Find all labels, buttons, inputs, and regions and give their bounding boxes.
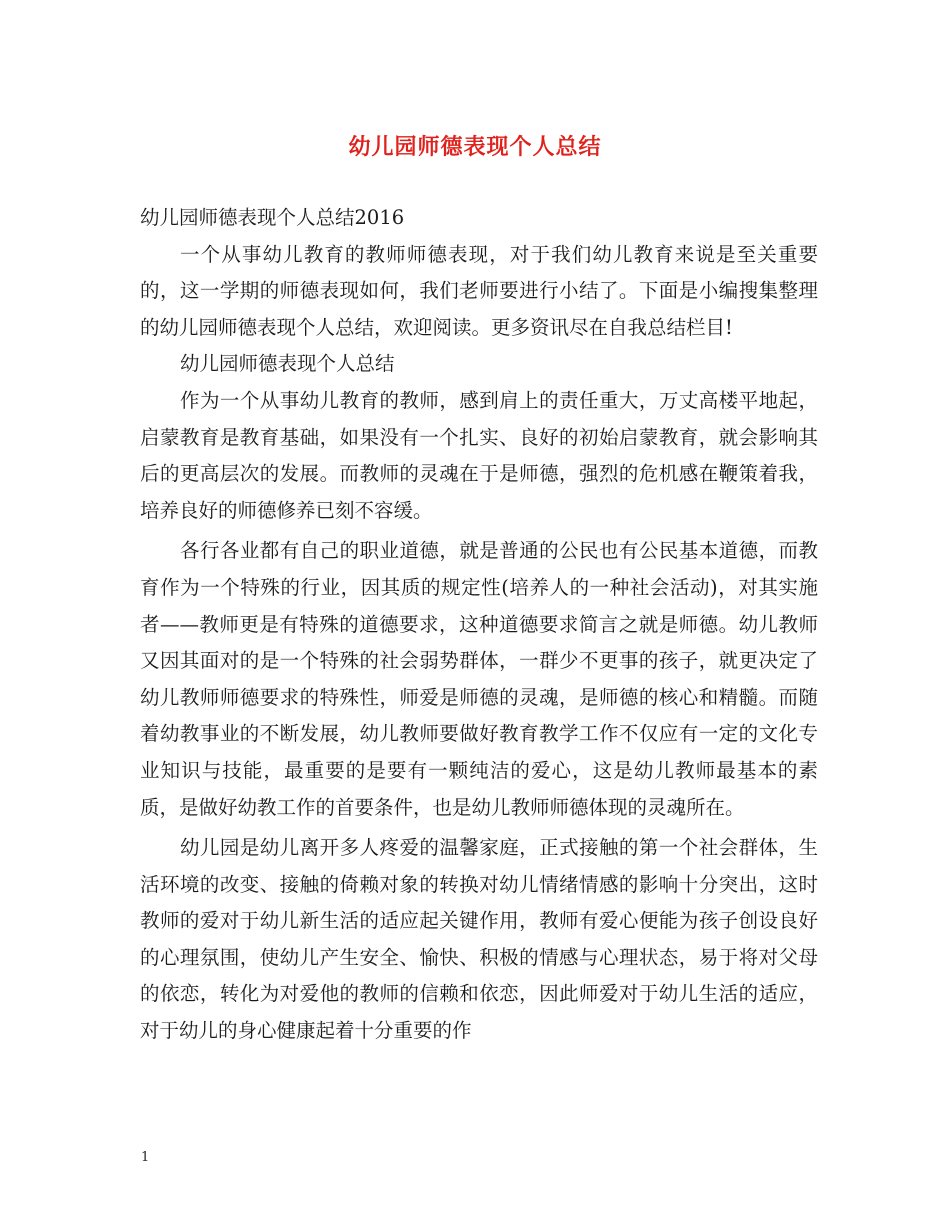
document-subtitle: 幼儿园师德表现个人总结2016 <box>140 206 405 229</box>
document-title: 幼儿园师德表现个人总结 <box>348 134 602 160</box>
paragraph-intro: 一个从事幼儿教育的教师师德表现，对于我们幼儿教育来说是至关重要的，这一学期的师德表现如何，我们老师要进行小结了。下面是小编搜集整理的幼儿园师德表现个人总结，欢迎阅读。更多资讯尽在自我总结栏目! <box>140 242 818 339</box>
document-body <box>140 200 818 1050</box>
paragraph-ethics: 各行各业都有自己的职业道德，就是普通的公民也有公民基本道德，而教育作为一个特殊的行业，因其质的规定性(培养人的一种社会活动)，对其实施者——教师更是有特殊的道德要求，这种道德要求简言之就是师德。幼儿教师又因其面对的是一个特殊的社会弱势群体，一群少不更事的孩子，就更决定了幼儿教师师德要求的特殊性，师爱是师德的灵魂，是师德的核心和精髓。而随着幼教事业的不断发展，幼儿教师要做好教育教学工作不仅应有一定的文化专业知识与技能，最重要的是要有一颗纯洁的爱心，这是幼儿教师最基本的素质，是做好幼教工作的首要条件，也是幼儿教师师德体现的灵魂所在。 <box>140 539 818 819</box>
section-heading: 幼儿园师德表现个人总结 <box>180 352 395 376</box>
paragraph-kindergarten: 幼儿园是幼儿离开多人疼爱的温馨家庭，正式接触的第一个社会群体，生活环境的改变、接触的倚赖对象的转换对幼儿情绪情感的影响十分突出，这时教师的爱对于幼儿新生活的适应起关键作用，教师有爱心便能为孩子创设良好的心理氛围，使幼儿产生安全、愉快、积极的情感与心理状态，易于将对父母的依恋，转化为对爱他的教师的信赖和依恋，因此师爱对于幼儿生活的适应，对于幼儿的身心健康起着十分重要的作 <box>140 836 818 1043</box>
paragraph-responsibility: 作为一个从事幼儿教育的教师，感到肩上的责任重大，万丈高楼平地起，启蒙教育是教育基础，如果没有一个扎实、良好的初始启蒙教育，就会影响其后的更高层次的发展。而教师的灵魂在于是师德，强烈的危机感在鞭策着我，培养良好的师德修养已刻不容缓。 <box>140 388 818 522</box>
page-number: 1 <box>141 1150 150 1165</box>
